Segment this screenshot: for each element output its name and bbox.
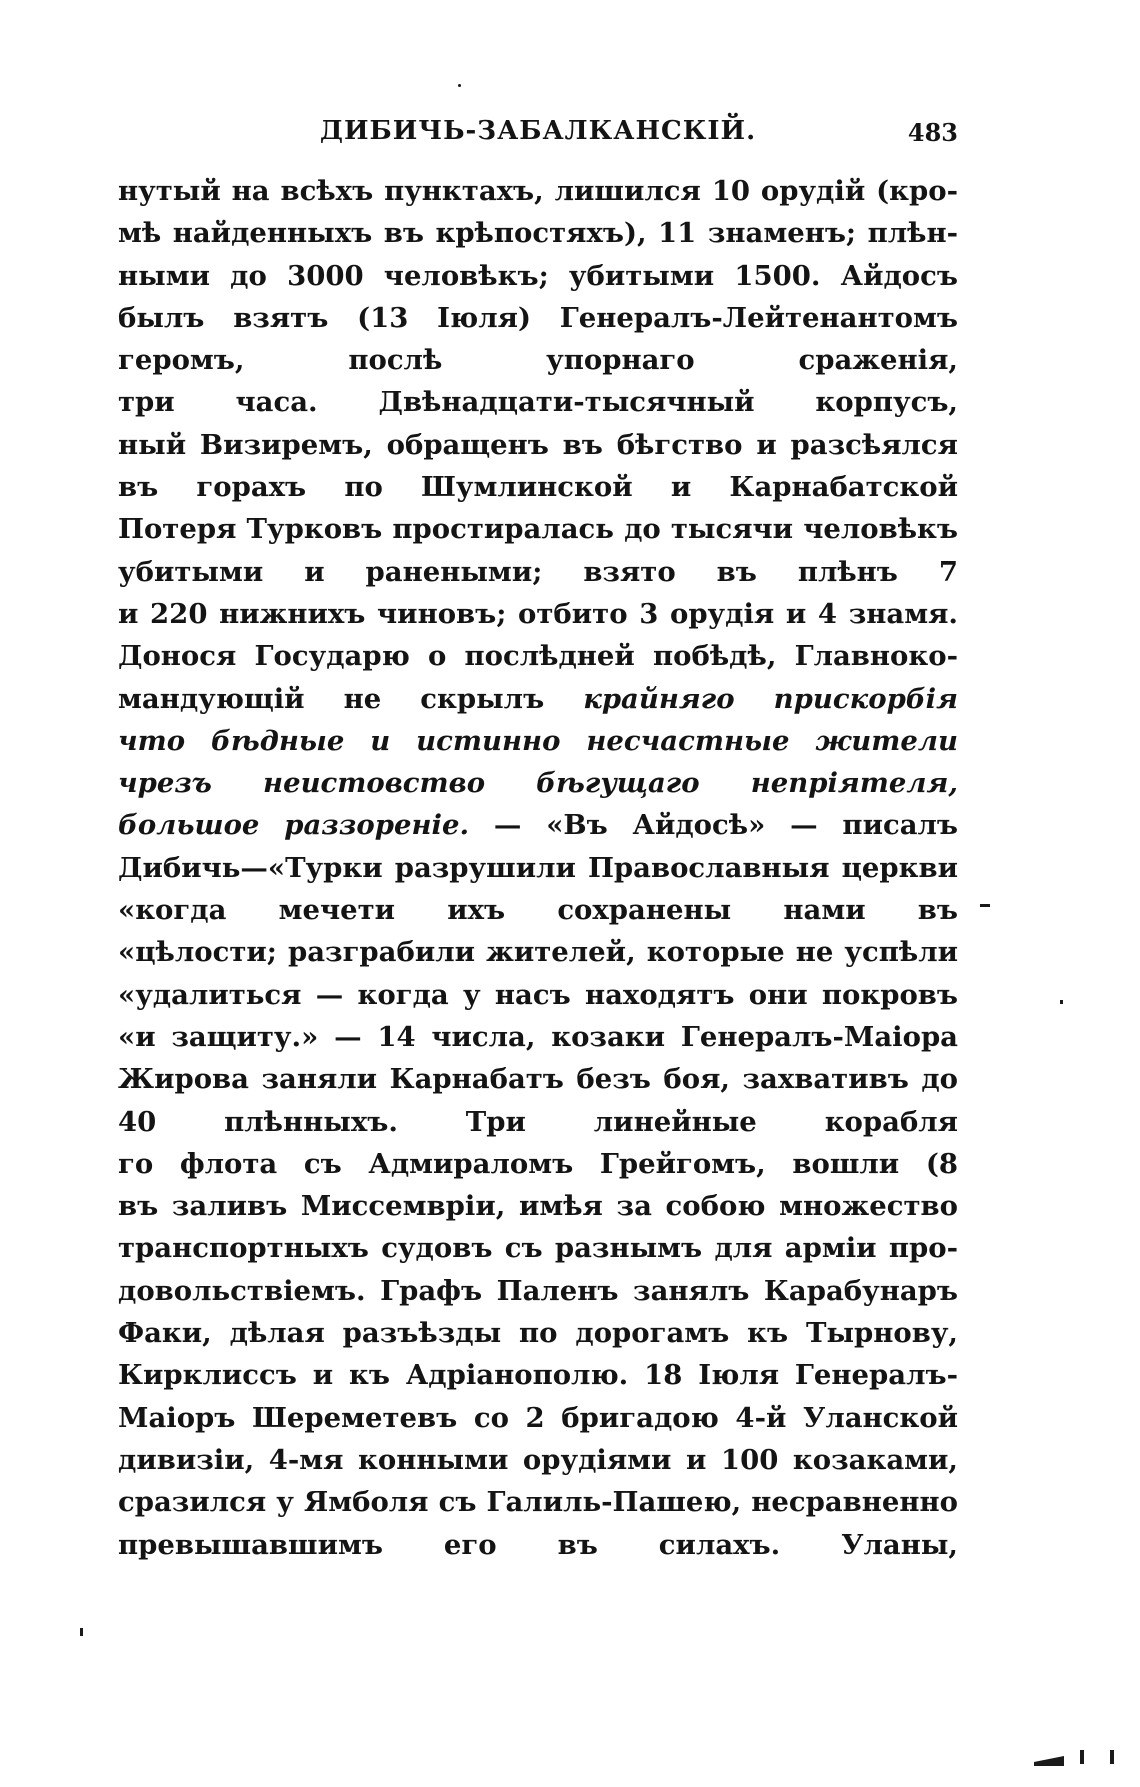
italic-text-segment: что бѣдные и истинно несчастные жители (118, 724, 958, 757)
text-line-content (118, 170, 958, 212)
text-line-content (118, 974, 958, 1016)
text-line-content (118, 1524, 958, 1566)
text-line-content (118, 889, 958, 931)
text-segment: Факи, дѣлая разъѣзды по дорогамъ къ Тырнову, (118, 1317, 958, 1350)
italic-text-segment: большое раззореніе. (118, 809, 470, 842)
text-segment: Маіоръ Шереметевъ со 2 бригадою 4-й Уланской (118, 1401, 958, 1434)
text-segment: — «Въ Айдосѣ» — писалъ (493, 809, 958, 842)
text-line (118, 381, 958, 423)
page-header (118, 116, 958, 156)
text-line-content (118, 720, 958, 762)
text-line (118, 1439, 958, 1481)
italic-text-segment: крайняго прискорбія (583, 682, 958, 715)
text-line-content (118, 551, 958, 593)
text-line-content (118, 1143, 958, 1185)
text-line-content (118, 297, 958, 339)
text-segment: превышавшимъ его въ силахъ. Уланы, (118, 1528, 958, 1561)
text-line (118, 212, 958, 254)
text-line-content (118, 1481, 958, 1523)
running-title: ДИБИЧЬ-ЗАБАЛКАНСКІЙ. (319, 116, 757, 146)
text-line (118, 170, 958, 212)
text-line-content (118, 678, 958, 720)
text-line (118, 678, 958, 720)
text-segment: три часа. Двѣнадцати-тысячный корпусъ, (118, 386, 958, 419)
text-line-content (118, 804, 958, 846)
text-segment: довольствіемъ. Графъ Паленъ занялъ Карабунаръ (118, 1274, 958, 1307)
text-line (118, 255, 958, 297)
text-segment: ными до 3000 человѣкъ; убитыми 1500. Айдосъ (118, 259, 958, 292)
scan-speck (80, 1628, 83, 1636)
text-line-content (118, 847, 958, 889)
italic-text-segment: чрезъ неистовство бѣгущаго непріятеля, (118, 767, 958, 800)
text-line (118, 931, 958, 973)
page-number: 483 (907, 118, 958, 147)
scan-speck (1034, 1756, 1064, 1766)
text-line (118, 466, 958, 508)
text-line (118, 1354, 958, 1396)
text-segment: былъ взятъ (13 Іюля) Генералъ-Лейтенантомъ (118, 301, 958, 334)
text-line-content (118, 1227, 958, 1269)
text-segment: убитыми и ранеными; взято въ плѣнъ 7 (118, 555, 958, 588)
text-segment: го флота съ Адмираломъ Грейгомъ, вошли (8 (118, 1147, 958, 1180)
text-segment: «и защиту.» — 14 числа, козаки Генералъ-Маіора (118, 1020, 958, 1053)
text-line-content (118, 1101, 958, 1143)
text-segment: транспортныхъ судовъ съ разнымъ для арміи про- (118, 1232, 958, 1265)
text-segment: мѣ найденныхъ въ крѣпостяхъ), 11 знаменъ; плѣн- (118, 217, 958, 250)
text-segment: Кирклиссъ и къ Адріанополю. 18 Іюля Генералъ- (118, 1359, 958, 1392)
text-line-content (118, 593, 958, 635)
text-line (118, 297, 958, 339)
text-line (118, 1524, 958, 1566)
text-line (118, 762, 958, 804)
text-line (118, 1270, 958, 1312)
text-line (118, 847, 958, 889)
text-line-content (118, 339, 958, 381)
text-line-content (118, 255, 958, 297)
text-segment: нутый на всѣхъ пунктахъ, лишился 10 орудій (кро- (118, 175, 958, 207)
text-line-content (118, 212, 958, 254)
text-line-content (118, 508, 958, 550)
text-line (118, 1058, 958, 1100)
text-line-content (118, 1312, 958, 1354)
text-line-content (118, 381, 958, 423)
text-line (118, 1227, 958, 1269)
text-line (118, 804, 958, 846)
text-line-content (118, 424, 958, 466)
body-text (118, 170, 958, 1566)
text-line (118, 720, 958, 762)
text-segment: «когда мечети ихъ сохранены нами въ (118, 894, 958, 927)
text-line-content (118, 635, 958, 677)
text-line (118, 1397, 958, 1439)
text-line (118, 1143, 958, 1185)
text-line (118, 551, 958, 593)
text-line (118, 593, 958, 635)
text-segment: геромъ, послѣ упорнаго сраженія, (118, 344, 958, 377)
text-line (118, 1016, 958, 1058)
text-segment: Дибичь—«Турки разрушили Православныя церкви (118, 851, 958, 884)
text-line (118, 635, 958, 677)
text-line (118, 1101, 958, 1143)
text-segment: «цѣлости; разграбили жителей, которые не успѣли (118, 936, 958, 969)
text-line-content (118, 1016, 958, 1058)
text-line (118, 424, 958, 466)
text-line (118, 339, 958, 381)
text-line-content (118, 1270, 958, 1312)
scan-speck (458, 84, 461, 87)
text-line-content (118, 466, 958, 508)
text-segment: Донося Государю о послѣдней побѣдѣ, Главноко- (118, 640, 958, 673)
text-segment: 40 плѣнныхъ. Три линейные корабля (118, 1105, 958, 1138)
text-line (118, 1185, 958, 1227)
text-segment: въ горахъ по Шумлинской и Карнабатской (118, 471, 958, 504)
text-line-content (118, 762, 958, 804)
text-segment: въ заливъ Миссемвріи, имѣя за собою множество (118, 1190, 958, 1223)
text-line (118, 508, 958, 550)
text-line (118, 1481, 958, 1523)
text-line-content (118, 1397, 958, 1439)
text-line (118, 889, 958, 931)
text-line-content (118, 1439, 958, 1481)
text-segment: и 220 нижнихъ чиновъ; отбито 3 орудія и 4 знамя. (118, 597, 958, 630)
scan-speck (1110, 1750, 1114, 1764)
scan-speck (1060, 1000, 1063, 1004)
text-segment: мандующій не скрылъ (118, 682, 584, 715)
scan-speck (980, 904, 990, 907)
scan-speck (1080, 1750, 1084, 1764)
text-line-content (118, 1354, 958, 1396)
text-segment: ный Визиремъ, обращенъ въ бѣгство и разсѣялся (118, 428, 958, 461)
text-segment: Жирова заняли Карнабатъ безъ боя, захвативъ до (118, 1063, 958, 1096)
text-segment: дивизіи, 4-мя конными орудіями и 100 козаками, (118, 1443, 958, 1476)
text-line-content (118, 931, 958, 973)
text-line (118, 974, 958, 1016)
text-line (118, 1312, 958, 1354)
text-line-content (118, 1058, 958, 1100)
text-line-content (118, 1185, 958, 1227)
text-segment: «удалиться — когда у насъ находятъ они покровъ (118, 978, 958, 1011)
text-segment: сразился у Ямболя съ Галиль-Пашею, несравненно (118, 1486, 958, 1519)
text-segment: Потеря Турковъ простиралась до тысячи человѣкъ (118, 513, 958, 546)
